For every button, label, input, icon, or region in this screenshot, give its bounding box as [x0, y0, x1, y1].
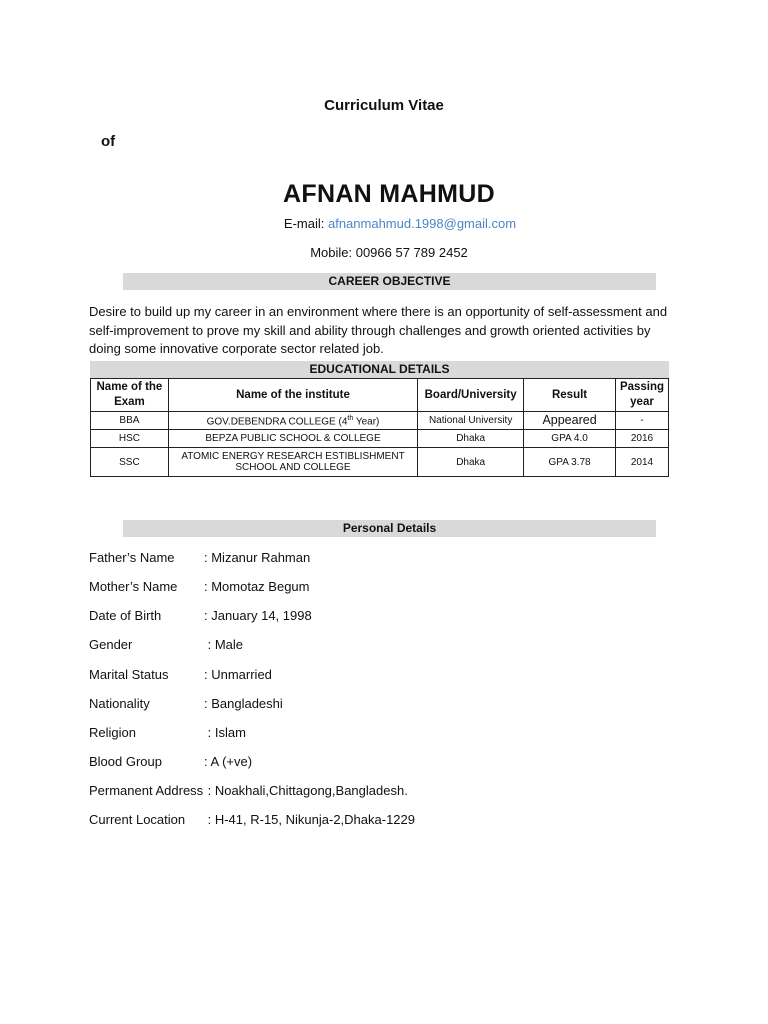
detail-label: Mother’s Name	[89, 579, 178, 594]
institute-cell: BEPZA PUBLIC SCHOOL & COLLEGE	[168, 430, 417, 448]
detail-value: : Male	[204, 637, 244, 652]
column-header: Passing year	[615, 379, 668, 412]
detail-value: : H-41, R-15, Nikunja-2,Dhaka-1229	[204, 812, 415, 827]
personal-detail-row	[89, 578, 310, 596]
table-row	[91, 430, 669, 448]
personal-detail-row	[89, 695, 283, 713]
detail-label: Gender	[89, 637, 133, 652]
personal-detail-row	[89, 666, 272, 684]
institute-cell: ATOMIC ENERGY RESEARCH ESTIBLISHMENT SCHOOL AND COLLEGE	[168, 448, 417, 477]
detail-value: : Momotaz Begum	[204, 579, 310, 594]
detail-label: Permanent Address	[89, 783, 204, 798]
personal-detail-row	[89, 636, 243, 654]
detail-label: Nationality	[89, 696, 150, 711]
year-cell: 2016	[615, 430, 668, 448]
candidate-name: AFNAN MAHMUD	[283, 180, 495, 208]
detail-value: : Mizanur Rahman	[204, 550, 311, 565]
year-cell: 2014	[615, 448, 668, 477]
board-cell: National University	[418, 412, 524, 430]
of-label: of	[101, 133, 116, 150]
personal-detail-row	[89, 782, 408, 800]
detail-label: Current Location	[89, 812, 186, 827]
table-row	[91, 412, 669, 430]
detail-value: : Unmarried	[204, 667, 272, 682]
result-cell: GPA 4.0	[524, 430, 616, 448]
personal-detail-row	[89, 724, 246, 742]
detail-value: : A (+ve)	[204, 754, 253, 769]
board-cell: Dhaka	[418, 430, 524, 448]
exam-cell: HSC	[91, 430, 169, 448]
educational-details-heading: EDUCATIONAL DETAILS	[90, 361, 669, 378]
board-cell: Dhaka	[418, 448, 524, 477]
career-objective-text: Desire to build up my career in an environment where there is an opportunity of self-assessment and self-improvement to prove my skill and ability through challenges and growth oriented activities by doing some innovative corporate sector related job.	[89, 304, 668, 356]
column-header: Board/University	[418, 379, 524, 412]
column-header: Name of the Exam	[91, 379, 169, 412]
detail-label: Blood Group	[89, 754, 162, 769]
detail-value: : Noakhali,Chittagong,Bangladesh.	[204, 783, 408, 798]
table-header-row	[91, 379, 669, 412]
email-label: E-mail:	[283, 216, 328, 231]
table-row	[91, 448, 669, 477]
institute-cell: GOV.DEBENDRA COLLEGE (4th Year)	[168, 412, 417, 430]
detail-value: : Bangladeshi	[204, 696, 283, 711]
education-table	[90, 378, 669, 477]
personal-detail-row	[89, 753, 252, 771]
result-cell: GPA 3.78	[524, 448, 616, 477]
email-link[interactable]: afnanmahmud.1998@gmail.com	[327, 216, 517, 231]
personal-details-heading: Personal Details	[123, 520, 656, 537]
exam-cell: BBA	[91, 412, 169, 430]
personal-detail-row	[89, 549, 310, 567]
column-header: Name of the institute	[168, 379, 417, 412]
detail-label: Father’s Name	[89, 550, 175, 565]
career-objective-heading: CAREER OBJECTIVE	[123, 273, 656, 290]
detail-label: Marital Status	[89, 667, 169, 682]
email-line	[0, 216, 768, 231]
detail-value: : Islam	[204, 725, 246, 740]
document-title: Curriculum Vitae	[324, 97, 444, 114]
year-cell: -	[615, 412, 668, 430]
mobile-line: Mobile: 00966 57 789 2452	[310, 245, 468, 260]
detail-label: Religion	[89, 725, 136, 740]
column-header: Result	[524, 379, 616, 412]
personal-detail-row	[89, 607, 312, 625]
exam-cell: SSC	[91, 448, 169, 477]
result-cell: Appeared	[524, 412, 616, 430]
detail-label: Date of Birth	[89, 608, 162, 623]
personal-detail-row	[89, 811, 415, 829]
detail-value: : January 14, 1998	[204, 608, 312, 623]
